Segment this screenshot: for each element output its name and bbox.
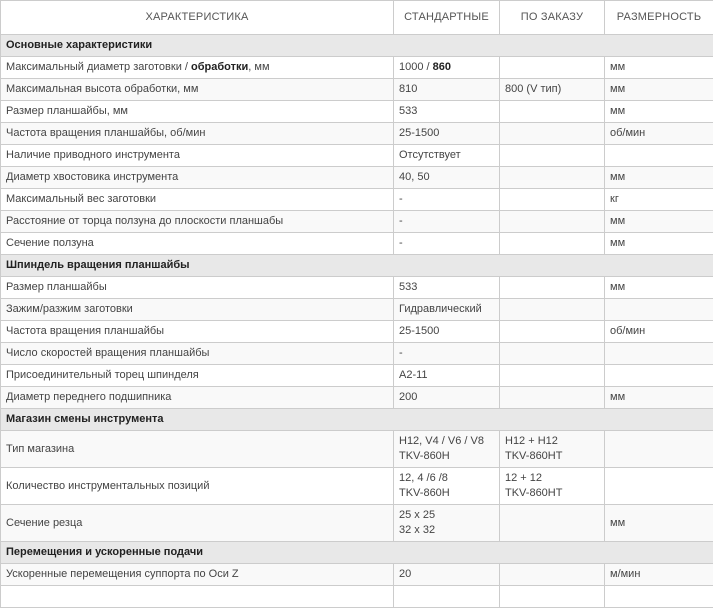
table-row	[1, 564, 713, 586]
row-unit: мм	[605, 387, 713, 409]
table-row	[1, 586, 713, 608]
row-on-order	[500, 167, 605, 189]
std-part: 1000 /	[399, 61, 433, 73]
row-standard: 533	[394, 277, 500, 299]
table-row	[1, 145, 713, 167]
row-characteristic: Присоединительный торец шпинделя	[1, 365, 394, 387]
table-row	[1, 343, 713, 365]
row-characteristic: Расстояние от торца ползуна до плоскости планшабы	[1, 211, 394, 233]
std-bold-part: 860	[433, 61, 451, 73]
row-standard	[394, 586, 500, 608]
header-characteristic: ХАРАКТЕРИСТИКА	[1, 1, 394, 35]
table-row	[1, 57, 713, 79]
row-standard: Гидравлический	[394, 299, 500, 321]
row-on-order	[500, 365, 605, 387]
name-part: , мм	[248, 61, 269, 73]
table-row	[1, 233, 713, 255]
row-characteristic: Тип магазина	[1, 431, 394, 468]
row-characteristic: Максимальный вес заготовки	[1, 189, 394, 211]
row-unit: мм	[605, 211, 713, 233]
row-unit: мм	[605, 167, 713, 189]
row-characteristic: Сечение ползуна	[1, 233, 394, 255]
section-header	[1, 542, 713, 564]
row-on-order	[500, 321, 605, 343]
row-characteristic: Наличие приводного инструмента	[1, 145, 394, 167]
row-unit: мм	[605, 101, 713, 123]
row-standard: 20	[394, 564, 500, 586]
std-line: H12, V4 / V6 / V8	[399, 434, 494, 449]
row-characteristic: Диаметр хвостовика инструмента	[1, 167, 394, 189]
row-standard	[394, 468, 500, 505]
row-unit	[605, 468, 713, 505]
row-on-order	[500, 233, 605, 255]
row-unit	[605, 365, 713, 387]
row-characteristic: Число скоростей вращения планшайбы	[1, 343, 394, 365]
row-standard: -	[394, 189, 500, 211]
row-characteristic: Частота вращения планшайбы	[1, 321, 394, 343]
std-line: 32 x 32	[399, 523, 494, 538]
name-part: Максимальный диаметр заготовки /	[6, 61, 191, 73]
table-row	[1, 79, 713, 101]
table-row	[1, 468, 713, 505]
row-on-order	[500, 145, 605, 167]
table-row	[1, 211, 713, 233]
section-title: Перемещения и ускоренные подачи	[1, 542, 713, 564]
order-line: TKV-860HT	[505, 486, 599, 501]
section-title: Шпиндель вращения планшайбы	[1, 255, 713, 277]
table-row	[1, 321, 713, 343]
row-unit: об/мин	[605, 123, 713, 145]
std-line: TKV-860H	[399, 486, 494, 501]
row-characteristic: Максимальная высота обработки, мм	[1, 79, 394, 101]
std-line: TKV-860H	[399, 449, 494, 464]
section-title: Основные характеристики	[1, 35, 713, 57]
section-header	[1, 255, 713, 277]
row-characteristic: Ускоренные перемещения суппорта по Оси Z	[1, 564, 394, 586]
row-unit: мм	[605, 57, 713, 79]
row-unit	[605, 299, 713, 321]
row-standard: 533	[394, 101, 500, 123]
table-header-row	[1, 1, 713, 35]
row-characteristic: Диаметр переднего подшипника	[1, 387, 394, 409]
row-on-order	[500, 468, 605, 505]
row-unit: об/мин	[605, 321, 713, 343]
row-unit: м/мин	[605, 564, 713, 586]
row-standard	[394, 431, 500, 468]
row-characteristic: Размер планшайбы, мм	[1, 101, 394, 123]
header-standard: СТАНДАРТНЫЕ	[394, 1, 500, 35]
row-standard: -	[394, 233, 500, 255]
row-on-order	[500, 343, 605, 365]
row-unit	[605, 145, 713, 167]
header-on-order: ПО ЗАКАЗУ	[500, 1, 605, 35]
row-standard: 25-1500	[394, 123, 500, 145]
order-line: H12 + H12	[505, 434, 599, 449]
row-standard	[394, 57, 500, 79]
row-standard: A2-11	[394, 365, 500, 387]
row-characteristic: Количество инструментальных позиций	[1, 468, 394, 505]
row-standard: -	[394, 343, 500, 365]
row-characteristic: Размер планшайбы	[1, 277, 394, 299]
row-on-order	[500, 299, 605, 321]
row-standard: -	[394, 211, 500, 233]
row-on-order	[500, 505, 605, 542]
row-characteristic: Частота вращения планшайбы, об/мин	[1, 123, 394, 145]
name-bold-part: обработки	[191, 61, 248, 73]
row-characteristic	[1, 586, 394, 608]
section-header	[1, 409, 713, 431]
row-on-order	[500, 387, 605, 409]
row-characteristic	[1, 57, 394, 79]
order-line: 12 + 12	[505, 471, 599, 486]
table-row	[1, 167, 713, 189]
row-standard: 40, 50	[394, 167, 500, 189]
row-on-order	[500, 586, 605, 608]
row-on-order	[500, 101, 605, 123]
table-row	[1, 365, 713, 387]
header-unit: РАЗМЕРНОСТЬ	[605, 1, 713, 35]
row-standard: Отсутствует	[394, 145, 500, 167]
section-header	[1, 35, 713, 57]
row-on-order	[500, 211, 605, 233]
table-row	[1, 189, 713, 211]
row-unit: мм	[605, 233, 713, 255]
row-unit: мм	[605, 505, 713, 542]
table-row	[1, 387, 713, 409]
row-on-order	[500, 57, 605, 79]
row-unit	[605, 586, 713, 608]
row-on-order	[500, 564, 605, 586]
row-unit: кг	[605, 189, 713, 211]
std-line: 25 x 25	[399, 508, 494, 523]
row-unit: мм	[605, 277, 713, 299]
row-on-order	[500, 431, 605, 468]
row-unit: мм	[605, 79, 713, 101]
table-row	[1, 123, 713, 145]
row-on-order	[500, 277, 605, 299]
row-standard: 810	[394, 79, 500, 101]
row-on-order	[500, 123, 605, 145]
row-characteristic: Сечение резца	[1, 505, 394, 542]
row-standard: 200	[394, 387, 500, 409]
row-unit	[605, 431, 713, 468]
row-standard	[394, 505, 500, 542]
order-line: TKV-860HT	[505, 449, 599, 464]
row-on-order: 800 (V тип)	[500, 79, 605, 101]
table-row	[1, 101, 713, 123]
row-standard: 25-1500	[394, 321, 500, 343]
std-line: 12, 4 /6 /8	[399, 471, 494, 486]
table-row	[1, 277, 713, 299]
row-unit	[605, 343, 713, 365]
table-row	[1, 299, 713, 321]
table-row	[1, 505, 713, 542]
row-characteristic: Зажим/разжим заготовки	[1, 299, 394, 321]
table-row	[1, 431, 713, 468]
row-on-order	[500, 189, 605, 211]
section-title: Магазин смены инструмента	[1, 409, 713, 431]
